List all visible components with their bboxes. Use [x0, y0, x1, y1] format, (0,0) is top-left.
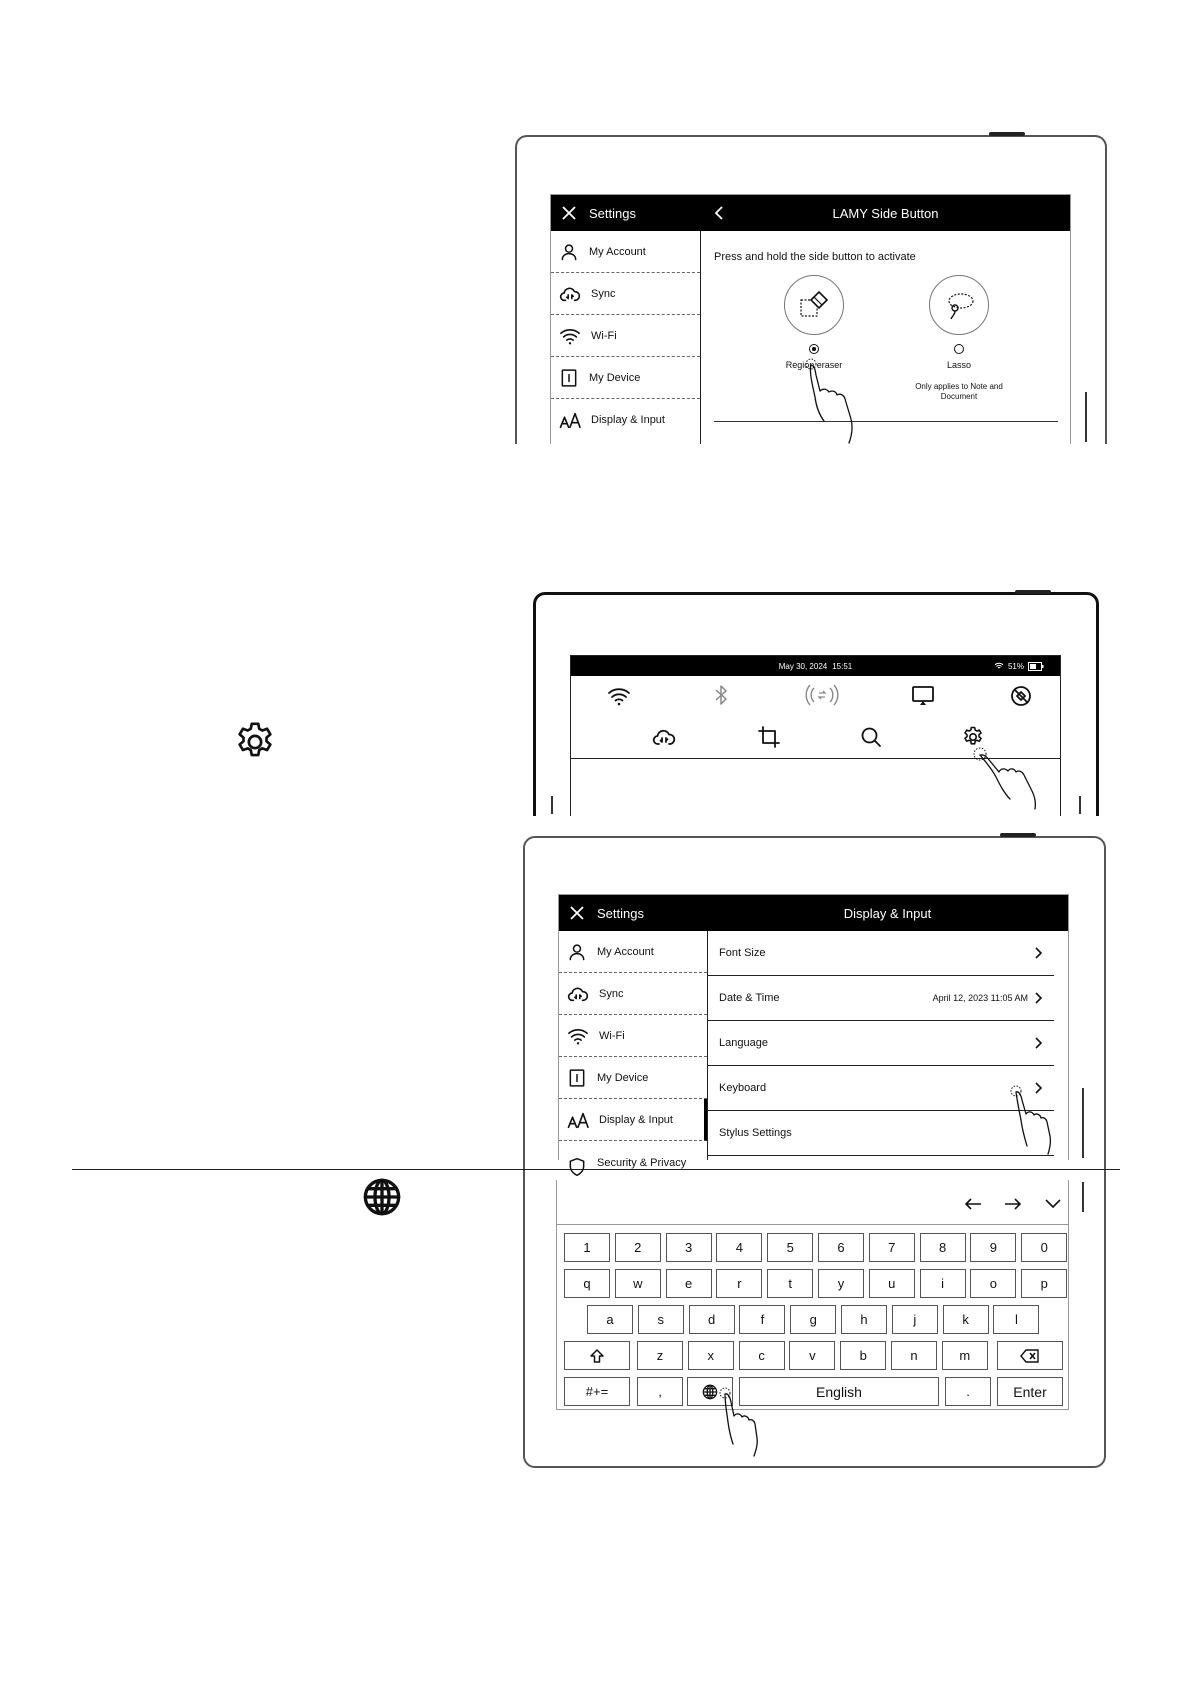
shield-icon [567, 1157, 587, 1177]
row-label: Font Size [719, 947, 766, 959]
enter-key[interactable]: Enter [997, 1377, 1063, 1406]
settings-title: Settings [597, 905, 644, 921]
key-9[interactable]: 9 [970, 1233, 1016, 1262]
row-value: April 12, 2023 11:05 AM [932, 993, 1028, 1003]
key-1[interactable]: 1 [564, 1233, 610, 1262]
lasso-icon [942, 288, 978, 324]
status-bar [571, 656, 1060, 676]
key-6[interactable]: 6 [818, 1233, 864, 1262]
key-2[interactable]: 2 [615, 1233, 661, 1262]
comma-key[interactable]: , [637, 1377, 683, 1406]
tapping-hand-icon [715, 1385, 775, 1465]
key-b[interactable]: b [840, 1341, 886, 1370]
sidebar-item-label: Wi-Fi [599, 1029, 625, 1042]
key-m[interactable]: m [942, 1341, 988, 1370]
key-f[interactable]: f [739, 1305, 785, 1334]
device-icon [567, 1068, 587, 1088]
status-time: 15:51 [832, 661, 853, 671]
crop-screenshot-icon[interactable] [757, 725, 781, 749]
key-j[interactable]: j [892, 1305, 938, 1334]
key-3[interactable]: 3 [666, 1233, 712, 1262]
key-u[interactable]: u [869, 1269, 915, 1298]
sidebar-item-label: Display & Input [591, 414, 665, 426]
row-label: Language [719, 1037, 768, 1049]
sidebar-item-label: My Account [589, 245, 646, 258]
tapping-hand-icon [1005, 1081, 1065, 1161]
lamy-settings-screen [550, 194, 1071, 444]
sidebar-item-my-device[interactable] [551, 357, 700, 399]
key-o[interactable]: o [970, 1269, 1016, 1298]
sidebar-item-label: Sync [599, 987, 624, 1000]
arrow-left-icon[interactable] [963, 1196, 983, 1212]
row-keyboard[interactable] [707, 1066, 1054, 1111]
settings-list [707, 931, 1054, 1160]
backspace-icon [1020, 1349, 1040, 1363]
settings-gear-icon-large [232, 719, 278, 765]
period-key[interactable]: . [945, 1377, 991, 1406]
key-a[interactable]: a [587, 1305, 633, 1334]
settings-sidebar [551, 231, 701, 444]
key-i[interactable]: i [920, 1269, 966, 1298]
font-size-icon [567, 1110, 589, 1130]
key-t[interactable]: t [767, 1269, 813, 1298]
lasso-radio[interactable] [954, 344, 964, 354]
key-g[interactable]: g [790, 1305, 836, 1334]
row-date-time[interactable] [707, 976, 1054, 1021]
row-label: Stylus Settings [719, 1127, 792, 1139]
row-font-size[interactable] [707, 931, 1054, 976]
lasso-option[interactable] [929, 275, 989, 335]
wifi-status-icon [994, 662, 1004, 670]
cloud-sync-icon [559, 284, 581, 304]
page-title: LAMY Side Button [832, 205, 939, 221]
wifi-icon [567, 1026, 589, 1046]
sidebar-item-label: Wi-Fi [591, 329, 617, 342]
cloud-sync-icon[interactable] [651, 726, 677, 748]
space-key[interactable]: English [739, 1377, 939, 1406]
device-icon [559, 368, 579, 388]
battery-percent: 51% [1007, 661, 1024, 671]
close-icon[interactable] [561, 205, 577, 221]
key-x[interactable]: x [688, 1341, 734, 1370]
key-q[interactable]: q [564, 1269, 610, 1298]
key-8[interactable]: 8 [920, 1233, 966, 1262]
key-l[interactable]: l [993, 1305, 1039, 1334]
arrow-right-icon[interactable] [1003, 1196, 1023, 1212]
control-center-screen [570, 655, 1061, 816]
sidebar-item-wifi[interactable] [559, 1015, 707, 1057]
sidebar-item-sync[interactable] [551, 273, 700, 315]
section-divider [72, 1169, 1120, 1170]
chevron-right-icon [1034, 1037, 1044, 1049]
title-bar [551, 195, 1070, 231]
sidebar-item-label: My Device [597, 1071, 649, 1084]
shift-icon [589, 1348, 605, 1364]
wifi-icon [559, 326, 581, 346]
key-d[interactable]: d [689, 1305, 735, 1334]
chevron-right-icon [1034, 992, 1044, 1004]
sidebar-item-security-privacy[interactable] [559, 1141, 707, 1183]
keyboard-area [557, 1224, 1068, 1409]
row-language[interactable] [707, 1021, 1054, 1066]
status-date: May 30, 2024 [778, 661, 828, 671]
key-z[interactable]: z [637, 1341, 683, 1370]
key-c[interactable]: c [739, 1341, 785, 1370]
search-icon[interactable] [859, 725, 883, 749]
key-k[interactable]: k [943, 1305, 989, 1334]
close-icon[interactable] [569, 905, 585, 921]
bluetooth-icon[interactable] [711, 684, 731, 706]
key-v[interactable]: v [789, 1341, 835, 1370]
key-h[interactable]: h [841, 1305, 887, 1334]
row-label: Date & Time [719, 992, 780, 1004]
sidebar-item-label: My Account [597, 945, 654, 958]
person-icon [567, 942, 587, 962]
row-stylus-settings[interactable] [707, 1111, 1054, 1156]
tapping-hand-icon [794, 355, 864, 445]
font-size-icon [559, 410, 581, 430]
row-label: Keyboard [719, 1082, 767, 1094]
region-eraser-radio[interactable] [809, 344, 819, 354]
chevron-right-icon [1034, 947, 1044, 959]
sidebar-item-label: Security & Privacy [597, 1157, 687, 1169]
key-y[interactable]: y [818, 1269, 864, 1298]
symbols-key[interactable]: #+= [564, 1377, 630, 1406]
sidebar-item-sync[interactable] [559, 973, 707, 1015]
cloud-sync-icon [567, 984, 589, 1004]
settings-title: Settings [589, 205, 636, 221]
page-title: Display & Input [843, 905, 932, 921]
region-eraser-icon [797, 286, 833, 322]
battery-icon [1028, 662, 1044, 671]
sidebar-item-display-input[interactable] [551, 399, 700, 441]
key-n[interactable]: n [891, 1341, 937, 1370]
sidebar-item-my-account[interactable] [559, 931, 707, 973]
key-s[interactable]: s [638, 1305, 684, 1334]
lasso-label: Lasso [946, 360, 972, 370]
rotation-lock-icon[interactable] [1009, 684, 1033, 708]
settings-sidebar [559, 931, 708, 1169]
backspace-key[interactable] [997, 1341, 1063, 1370]
sidebar-item-wifi[interactable] [551, 315, 700, 357]
key-5[interactable]: 5 [767, 1233, 813, 1262]
chevron-down-icon[interactable] [1043, 1196, 1063, 1212]
sidebar-item-my-account[interactable] [551, 231, 700, 273]
key-r[interactable]: r [716, 1269, 762, 1298]
key-7[interactable]: 7 [869, 1233, 915, 1262]
key-w[interactable]: w [615, 1269, 661, 1298]
display-input-screen [558, 894, 1069, 1169]
lasso-note: Only applies to Note and Document [915, 382, 1003, 401]
wifi-toggle-icon[interactable] [607, 685, 631, 707]
shift-key[interactable] [564, 1341, 630, 1370]
wireless-transfer-icon[interactable] [807, 684, 837, 706]
divider [714, 421, 1058, 422]
sidebar-item-label: My Device [589, 371, 641, 384]
key-4[interactable]: 4 [716, 1233, 762, 1262]
person-icon [559, 242, 579, 262]
key-0[interactable]: 0 [1021, 1233, 1067, 1262]
keyboard-screen [556, 1180, 1069, 1410]
sidebar-item-label: Sync [591, 287, 616, 300]
sidebar-item-display-input[interactable] [559, 1099, 707, 1141]
key-e[interactable]: e [666, 1269, 712, 1298]
globe-icon-large [362, 1177, 402, 1217]
title-bar [559, 895, 1068, 931]
instruction-text: Press and hold the side button to activate [714, 251, 916, 263]
key-p[interactable]: p [1021, 1269, 1067, 1298]
region-eraser-option[interactable] [784, 275, 844, 335]
tapping-hand-icon [966, 740, 1046, 820]
sidebar-item-my-device[interactable] [559, 1057, 707, 1099]
screen-mirror-icon[interactable] [911, 685, 935, 707]
region-eraser-label: Region eraser [785, 360, 843, 370]
sidebar-item-label: Display & Input [599, 1113, 673, 1126]
